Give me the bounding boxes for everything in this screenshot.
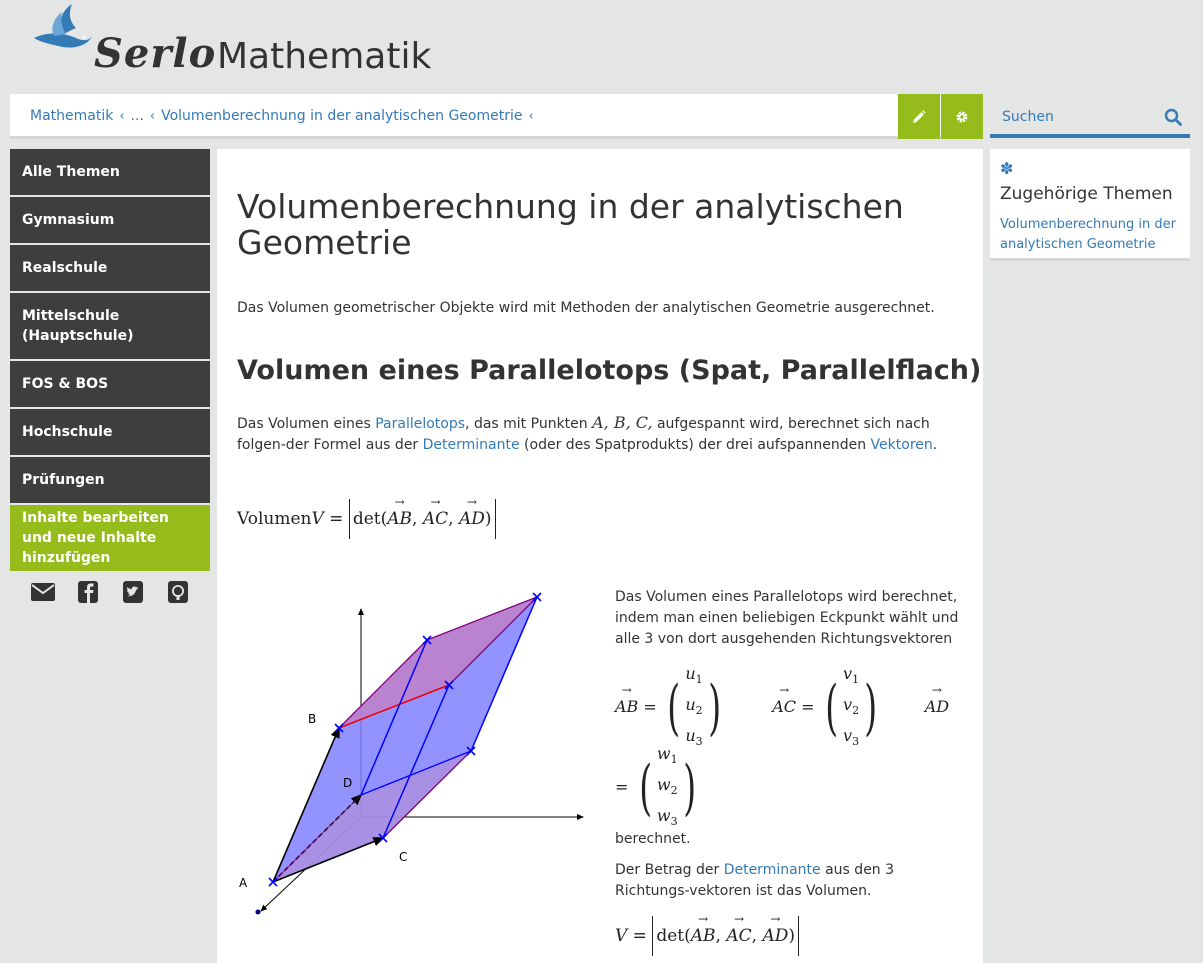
v-component: v — [843, 664, 853, 683]
vector-ad: → AD — [459, 509, 485, 529]
breadcrumb-bar — [10, 94, 983, 139]
sidebar-item-edit-content[interactable]: Inhalte bearbeiten und neue Inhalte hinzufügen — [10, 505, 210, 573]
vector-ab: → AB — [691, 926, 716, 946]
vector-u: ( $u_1$ $u_2$ $u_3$ ) — [667, 664, 721, 749]
v-component: v — [843, 726, 853, 746]
article-content — [217, 149, 983, 963]
subscript: 1 — [695, 673, 703, 687]
link-parallelotops[interactable]: Parallelotops — [375, 416, 466, 432]
chevron-left-icon: ‹ — [149, 109, 156, 124]
related-link[interactable]: Volumenberechnung in der analytischen Geometrie — [1000, 217, 1176, 252]
text-span: aufgespannt wird, berechnet sich nach folgen-der Formel aus der — [237, 416, 930, 453]
formula-label: Volumen — [237, 509, 312, 529]
breadcrumb-item-mathematik[interactable]: Mathematik — [30, 108, 114, 124]
related-topics-panel — [990, 149, 1190, 261]
sidebar-item-fos-bos[interactable]: FOS & BOS — [10, 361, 210, 409]
formula-var: V — [311, 509, 324, 529]
vector-ab: → AB — [615, 697, 638, 716]
label-a: A — [239, 876, 248, 890]
vector-ac: → AC — [726, 926, 751, 946]
subscript: 3 — [695, 735, 703, 749]
twitter-icon[interactable] — [120, 580, 146, 604]
subscript: 2 — [695, 704, 703, 718]
points-math: A, B, C, — [592, 413, 653, 432]
section-title: Volumen eines Parallelotops (Spat, Parallelflach) — [237, 355, 982, 386]
volume-formula: VolumenV = det(→ AB, → AC, → AD) — [237, 499, 496, 539]
envelope-icon[interactable] — [30, 580, 56, 604]
related-title: Zugehörige Themen — [1000, 184, 1173, 204]
parallelotop-paragraph — [237, 412, 959, 456]
sidebar-item-pruefungen[interactable]: Prüfungen — [10, 457, 210, 505]
vector-v: ( $v_1$ $v_2$ $v_3$ ) — [824, 664, 878, 749]
w-component: w — [656, 806, 671, 826]
det-text: det — [352, 509, 381, 529]
text-span: . — [932, 437, 938, 453]
breadcrumb-item-current[interactable]: Volumenberechnung in der analytischen Geometrie — [161, 108, 523, 124]
chevron-left-icon: ‹ — [119, 109, 125, 124]
facebook-icon[interactable] — [75, 580, 101, 604]
subscript: 2 — [670, 784, 678, 798]
subscript: 1 — [852, 673, 860, 687]
intro-paragraph: Das Volumen geometrischer Objekte wird mit Methoden der analytischen Geometrie ausgerechnet. — [237, 300, 935, 316]
text-span: (oder des Spatprodukts) der drei aufspannenden — [519, 437, 871, 453]
sidebar-item-hochschule[interactable]: Hochschule — [10, 409, 210, 457]
settings-button[interactable] — [941, 94, 983, 139]
volume-formula-2: V = det(→ AB, → AC, → AD) — [615, 916, 799, 956]
page-title: Volumenberechnung in der analytischen Geometrie — [237, 187, 904, 262]
determinant-paragraph — [615, 860, 965, 902]
gear-icon — [955, 110, 969, 124]
subscript: 2 — [852, 704, 860, 718]
sidebar-item-mittelschule[interactable]: Mittelschule (Hauptschule) — [10, 293, 210, 361]
text-span: , das mit Punkten — [465, 416, 593, 432]
label-d: D — [343, 776, 353, 790]
vector-ab: → AB — [387, 509, 412, 529]
subscript: 3 — [670, 815, 678, 829]
u-component: u — [685, 695, 696, 715]
sidebar-item-realschule[interactable]: Realschule — [10, 245, 210, 293]
github-icon[interactable] — [165, 580, 191, 604]
formula-var: V — [615, 926, 628, 946]
edit-button[interactable] — [898, 94, 940, 139]
site-subtitle: Mathematik — [217, 36, 432, 77]
u-component: u — [685, 664, 696, 683]
vector-ad: → AD — [762, 926, 788, 946]
berechnet-text: berechnet. — [615, 831, 691, 847]
chevron-left-icon: ‹ — [528, 109, 534, 124]
bird-logo-icon — [32, 2, 94, 52]
search-icon[interactable] — [1164, 108, 1182, 126]
text-span: Das Volumen eines — [237, 416, 376, 432]
vector-definitions: → AB = ( $u_1$ $u_2$ $u_3$ ) → AC = ( $v_1$ $v_2$ $v_3$ ) → AD — [615, 661, 949, 755]
text-span: Der Betrag der — [615, 862, 724, 878]
sidebar-item-alle-themen[interactable]: Alle Themen — [10, 149, 210, 197]
search-input[interactable]: Suchen — [1002, 109, 1054, 125]
absolute-value: det(→ AB, → AC, → AD) — [652, 916, 799, 956]
v-component: v — [843, 695, 853, 715]
link-determinante[interactable]: Determinante — [422, 437, 520, 453]
w-component: w — [656, 744, 671, 763]
w-component: w — [656, 775, 671, 795]
vector-w: ( $w_1$ $w_2$ $w_3$ ) — [638, 744, 696, 829]
asterisk-icon: ✽ — [1000, 159, 1014, 178]
vector-w-definition: = ( $w_1$ $w_2$ $w_3$ ) — [615, 741, 701, 835]
sidebar-nav — [10, 149, 210, 573]
face-main — [273, 597, 537, 882]
logo-wordmark: Serlo — [94, 30, 217, 77]
origin-point — [256, 910, 261, 915]
u-component: u — [685, 726, 696, 746]
pencil-icon — [912, 110, 926, 124]
link-vektoren[interactable]: Vektoren — [870, 437, 933, 453]
search-box[interactable] — [990, 94, 1190, 138]
sidebar-item-gymnasium[interactable]: Gymnasium — [10, 197, 210, 245]
vector-ad: → AD — [925, 697, 949, 716]
parallelotop-diagram — [231, 581, 591, 921]
absolute-value: det(→ AB, → AC, → AD) — [349, 499, 496, 539]
vector-ac: → AC — [423, 509, 448, 529]
text-span: aus den 3 Richtungs-vektoren ist das Volumen. — [615, 862, 895, 899]
label-c: C — [399, 850, 408, 864]
social-links — [10, 580, 210, 604]
breadcrumb-item-ellipsis[interactable]: ... — [130, 108, 144, 124]
subscript: 1 — [670, 753, 678, 767]
subscript: 3 — [852, 735, 860, 749]
vector-ac: → AC — [772, 697, 796, 716]
breadcrumb — [30, 108, 540, 124]
direction-vectors-paragraph: Das Volumen eines Parallelotops wird berechnet, indem man einen beliebigen Eckpunkt wählt und alle 3 von dort ausgehenden Richtungsvektoren — [615, 589, 959, 647]
link-determinante-2[interactable]: Determinante — [723, 862, 821, 878]
label-b: B — [308, 712, 317, 726]
det-text: det — [656, 926, 685, 946]
